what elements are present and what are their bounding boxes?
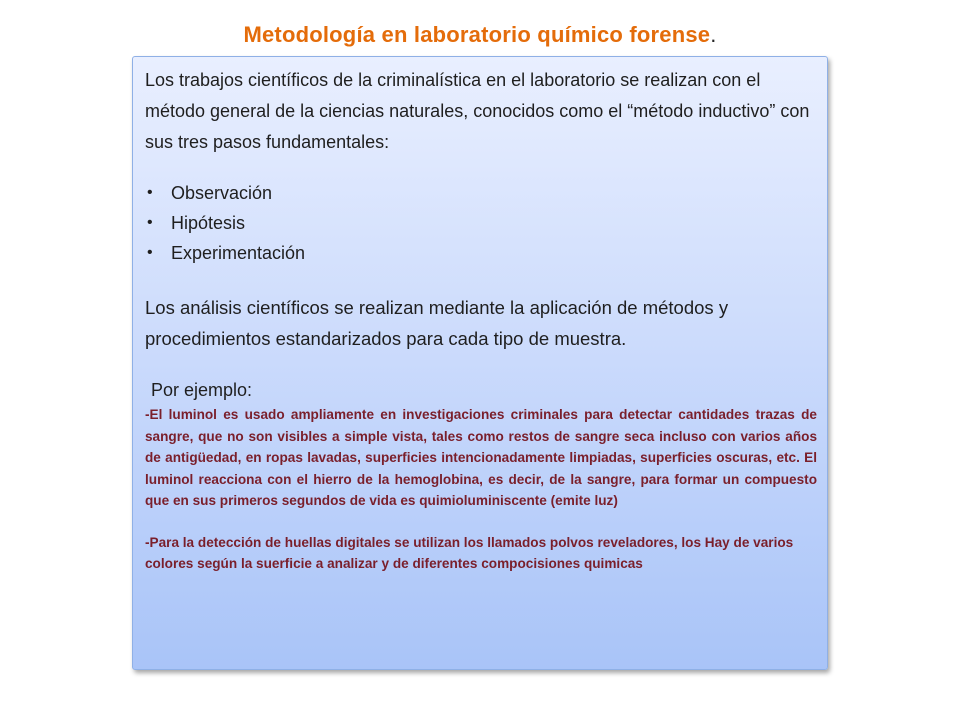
list-item-label: Experimentación [171, 243, 306, 263]
bullet-icon: • [147, 184, 153, 201]
bullet-icon: • [147, 214, 153, 231]
analysis-paragraph: Los análisis científicos se realizan mediante la aplicación de métodos y procedimientos estandarizados para cada tipo de muestra. [145, 297, 729, 349]
list-item [145, 238, 817, 268]
intro-paragraph: Los trabajos científicos de la criminalística en el laboratorio se realizan con el método general de la ciencias naturales, conocidos como el “método inductivo” con sus tres pasos fundamentales: [145, 70, 810, 152]
list-item-label: Observación [171, 183, 273, 203]
list-item-label: Hipótesis [171, 213, 246, 233]
slide-title-text: Metodología en laboratorio químico forense [243, 22, 711, 47]
example-luminol-paragraph: -El luminol es usado ampliamente en investigaciones criminales para detectar cantidades trazas de sangre, que no son visibles a simple vista, tales como restos de sangre seca incluso con varios años de antigüedad, en ropas lavadas, superficies intencionadamente limpiadas, superficies oscuras, etc. El luminol reacciona con el hierro de la hemoglobina, es decir, de la sangre, para formar un compuesto que en sus primeros segundos de vida es quimioluminiscente (emite luz) [145, 407, 817, 508]
slide-title [0, 22, 960, 48]
example-label: Por ejemplo: [151, 380, 253, 400]
example-fingerprint-paragraph: -Para la detección de huellas digitales se utilizan los llamados polvos reveladores, los Hay de varios colores según la suerficie a analizar y de diferentes compocisiones quimicas [145, 534, 794, 571]
list-item [145, 208, 817, 238]
bullet-icon: • [147, 244, 153, 261]
content-box [132, 56, 828, 670]
method-steps-list [145, 178, 817, 268]
list-item [145, 178, 817, 208]
slide-title-period: . [710, 22, 717, 47]
